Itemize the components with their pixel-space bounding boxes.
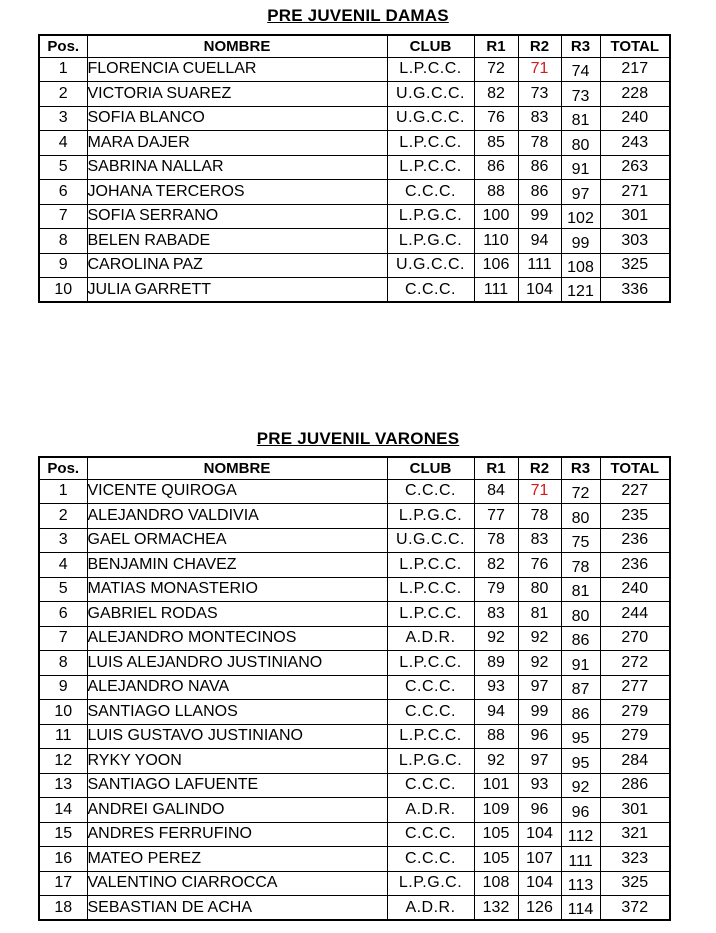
row-r1: 93 [474,675,518,700]
table-header-row [39,35,670,57]
row-r3 [561,798,600,823]
row-r1: 88 [474,180,518,205]
row-r1: 79 [474,577,518,602]
row-nombre: SABRINA NALLAR [87,155,387,180]
table-row [39,504,670,529]
row-club: U.G.C.C. [387,253,474,278]
row-nombre: LUIS GUSTAVO JUSTINIANO [87,724,387,749]
row-total: 277 [600,675,670,700]
row-nombre: ANDRES FERRUFINO [87,822,387,847]
header-nombre: NOMBRE [87,35,387,57]
row-r3 [561,822,600,847]
row-pos: 3 [39,106,87,131]
row-r2: 97 [518,675,561,700]
table-row [39,106,670,131]
row-total: 240 [600,106,670,131]
row-r3 [561,847,600,872]
row-r2: 99 [518,204,561,229]
row-club: L.P.G.C. [387,749,474,774]
row-r1: 72 [474,57,518,82]
table-row [39,180,670,205]
row-r1: 77 [474,504,518,529]
row-total: 279 [600,700,670,725]
row-pos: 14 [39,798,87,823]
table-row [39,57,670,82]
row-pos: 7 [39,626,87,651]
r3-value: 86 [571,705,590,723]
row-r1: 82 [474,553,518,578]
table-row [39,822,670,847]
row-nombre: SANTIAGO LAFUENTE [87,773,387,798]
row-r1: 106 [474,253,518,278]
header-r2: R2 [518,35,561,57]
row-pos: 1 [39,57,87,82]
header-r1: R1 [474,457,518,479]
header-r2: R2 [518,457,561,479]
r3-value: 121 [567,283,594,300]
r3-value: 80 [571,509,590,527]
r3-value: 91 [571,656,590,674]
table-row [39,553,670,578]
row-r2: 104 [518,278,561,303]
row-r3 [561,577,600,602]
row-club: L.P.G.C. [387,504,474,529]
table-row [39,479,670,504]
row-nombre: GABRIEL RODAS [87,602,387,627]
row-r3 [561,749,600,774]
r3-value: 95 [571,730,590,747]
r3-value: 86 [571,632,590,649]
r3-value: 81 [571,112,590,129]
r3-value: 87 [571,681,590,698]
table-row [39,675,670,700]
row-nombre: VICTORIA SUAREZ [87,82,387,107]
row-r2: 81 [518,602,561,627]
row-pos: 12 [39,749,87,774]
row-total: 325 [600,871,670,896]
table-row [39,724,670,749]
row-total: 286 [600,773,670,798]
row-r2: 86 [518,180,561,205]
row-nombre: SEBASTIAN DE ACHA [87,896,387,921]
row-club: C.C.C. [387,180,474,205]
row-club: C.C.C. [387,479,474,504]
row-total: 336 [600,278,670,303]
header-r1: R1 [474,35,518,57]
table-row [39,528,670,553]
row-pos: 13 [39,773,87,798]
row-r3 [561,479,600,504]
row-total: 325 [600,253,670,278]
row-nombre: BENJAMIN CHAVEZ [87,553,387,578]
row-r1: 94 [474,700,518,725]
r3-value: 95 [571,754,590,772]
r3-value: 112 [567,828,594,845]
row-r3 [561,253,600,278]
r3-value: 114 [567,901,594,918]
row-r3 [561,871,600,896]
row-r2: 78 [518,131,561,156]
row-pos: 5 [39,577,87,602]
row-total: 301 [600,798,670,823]
row-r3 [561,82,600,107]
row-nombre: MARA DAJER [87,131,387,156]
row-r2: 96 [518,724,561,749]
row-r2: 76 [518,553,561,578]
table-row [39,847,670,872]
row-club: C.C.C. [387,278,474,303]
row-nombre: JULIA GARRETT [87,278,387,303]
r3-value: 97 [571,185,590,203]
row-total: 303 [600,229,670,254]
row-pos: 7 [39,204,87,229]
r3-value: 92 [571,779,590,796]
r3-value: 96 [571,803,590,821]
row-nombre: BELEN RABADE [87,229,387,254]
table-row [39,278,670,303]
r3-value: 80 [571,607,590,625]
r3-value: 111 [568,852,593,870]
row-total: 284 [600,749,670,774]
row-r1: 105 [474,822,518,847]
row-r3 [561,204,600,229]
row-nombre: MATEO PEREZ [87,847,387,872]
row-nombre: SOFIA BLANCO [87,106,387,131]
row-club: L.P.G.C. [387,229,474,254]
row-r1: 109 [474,798,518,823]
row-total: 217 [600,57,670,82]
row-club: L.P.C.C. [387,155,474,180]
row-r1: 92 [474,749,518,774]
row-r1: 100 [474,204,518,229]
row-r3 [561,131,600,156]
table-row [39,798,670,823]
r3-value: 91 [571,161,590,178]
row-r1: 105 [474,847,518,872]
row-total: 270 [600,626,670,651]
row-nombre: VICENTE QUIROGA [87,479,387,504]
row-r1: 101 [474,773,518,798]
row-pos: 6 [39,180,87,205]
row-pos: 5 [39,155,87,180]
row-pos: 10 [39,278,87,303]
row-pos: 9 [39,253,87,278]
row-pos: 15 [39,822,87,847]
row-nombre: LUIS ALEJANDRO JUSTINIANO [87,651,387,676]
r3-value: 72 [571,485,590,502]
row-r1: 76 [474,106,518,131]
row-nombre: SOFIA SERRANO [87,204,387,229]
row-r2: 126 [518,896,561,921]
table-row [39,155,670,180]
row-pos: 16 [39,847,87,872]
row-total: 301 [600,204,670,229]
row-pos: 4 [39,131,87,156]
row-r2: 93 [518,773,561,798]
row-nombre: CAROLINA PAZ [87,253,387,278]
row-r1: 85 [474,131,518,156]
row-r2: 107 [518,847,561,872]
header-pos: Pos. [39,457,87,479]
table-row [39,253,670,278]
row-pos: 8 [39,651,87,676]
row-club: C.C.C. [387,700,474,725]
row-r3 [561,896,600,921]
row-r2: 78 [518,504,561,529]
varones-title: PRE JUVENIL VARONES [256,429,460,448]
row-club: L.P.C.C. [387,602,474,627]
row-total: 279 [600,724,670,749]
damas-title: PRE JUVENIL DAMAS [267,6,449,25]
row-r3 [561,504,600,529]
row-nombre: FLORENCIA CUELLAR [87,57,387,82]
row-r3 [561,626,600,651]
r3-value: 108 [567,259,594,276]
row-r2: 104 [518,871,561,896]
row-total: 236 [600,528,670,553]
row-pos: 1 [39,479,87,504]
row-club: A.D.R. [387,798,474,823]
row-r1: 92 [474,626,518,651]
row-r3 [561,724,600,749]
row-nombre: ALEJANDRO NAVA [87,675,387,700]
row-total: 272 [600,651,670,676]
row-club: C.C.C. [387,773,474,798]
row-pos: 4 [39,553,87,578]
table-row [39,229,670,254]
row-r3 [561,602,600,627]
table-row [39,602,670,627]
row-r2: 97 [518,749,561,774]
row-total: 243 [600,131,670,156]
row-total: 236 [600,553,670,578]
row-total: 263 [600,155,670,180]
table-row [39,626,670,651]
row-nombre: GAEL ORMACHEA [87,528,387,553]
row-r3 [561,528,600,553]
row-pos: 2 [39,504,87,529]
row-r3 [561,553,600,578]
table-header-row [39,457,670,479]
row-total: 323 [600,847,670,872]
row-r1: 86 [474,155,518,180]
table-row [39,204,670,229]
row-r3 [561,57,600,82]
table-row [39,749,670,774]
header-club: CLUB [387,35,474,57]
row-club: L.P.G.C. [387,871,474,896]
r3-value: 81 [571,583,590,600]
damas-results-table [38,34,671,303]
table-row [39,131,670,156]
header-r3: R3 [561,457,600,479]
row-nombre: ANDREI GALINDO [87,798,387,823]
row-r1: 88 [474,724,518,749]
row-total: 321 [600,822,670,847]
row-club: C.C.C. [387,847,474,872]
row-pos: 10 [39,700,87,725]
row-pos: 9 [39,675,87,700]
row-pos: 17 [39,871,87,896]
table-row [39,577,670,602]
row-club: L.P.C.C. [387,651,474,676]
row-club: A.D.R. [387,896,474,921]
r3-value: 75 [571,534,590,551]
header-nombre: NOMBRE [87,457,387,479]
table-row [39,82,670,107]
row-club: L.P.C.C. [387,131,474,156]
row-nombre: MATIAS MONASTERIO [87,577,387,602]
row-pos: 6 [39,602,87,627]
row-r3 [561,155,600,180]
table-row [39,896,670,921]
row-r2: 111 [518,253,561,278]
row-total: 372 [600,896,670,921]
row-r2: 83 [518,528,561,553]
row-pos: 2 [39,82,87,107]
row-r3 [561,229,600,254]
row-nombre: ALEJANDRO MONTECINOS [87,626,387,651]
row-r1: 132 [474,896,518,921]
r3-value: 102 [567,210,594,227]
row-total: 235 [600,504,670,529]
row-club: U.G.C.C. [387,106,474,131]
row-club: C.C.C. [387,675,474,700]
row-r2: 73 [518,82,561,107]
row-r1: 110 [474,229,518,254]
row-nombre: ALEJANDRO VALDIVIA [87,504,387,529]
r3-value: 73 [571,87,590,105]
row-r1: 84 [474,479,518,504]
row-r1: 78 [474,528,518,553]
row-club: U.G.C.C. [387,528,474,553]
row-r2: 86 [518,155,561,180]
row-r2: 99 [518,700,561,725]
row-pos: 18 [39,896,87,921]
header-total: TOTAL [600,457,670,479]
row-nombre: VALENTINO CIARROCCA [87,871,387,896]
row-r3 [561,278,600,303]
row-r1: 82 [474,82,518,107]
row-r3 [561,773,600,798]
r3-value: 99 [571,234,590,252]
row-r2: 71 [518,57,561,82]
table-row [39,700,670,725]
r3-value: 113 [567,877,594,894]
varones-results-table [38,456,671,921]
row-pos: 3 [39,528,87,553]
row-r2: 83 [518,106,561,131]
header-club: CLUB [387,457,474,479]
row-r1: 89 [474,651,518,676]
row-club: L.P.C.C. [387,724,474,749]
row-r3 [561,180,600,205]
table-row [39,871,670,896]
row-r2: 96 [518,798,561,823]
row-r2: 94 [518,229,561,254]
row-r3 [561,675,600,700]
row-club: L.P.G.C. [387,204,474,229]
row-nombre: SANTIAGO LLANOS [87,700,387,725]
row-r3 [561,106,600,131]
row-club: L.P.C.C. [387,553,474,578]
row-nombre: RYKY YOON [87,749,387,774]
row-club: U.G.C.C. [387,82,474,107]
row-r2: 92 [518,626,561,651]
row-r2: 92 [518,651,561,676]
row-pos: 11 [39,724,87,749]
row-club: L.P.C.C. [387,577,474,602]
row-total: 227 [600,479,670,504]
row-r3 [561,700,600,725]
header-r3: R3 [561,35,600,57]
table-row [39,773,670,798]
row-r1: 83 [474,602,518,627]
r3-value: 80 [571,136,590,154]
row-club: L.P.C.C. [387,57,474,82]
row-r2: 104 [518,822,561,847]
row-nombre: JOHANA TERCEROS [87,180,387,205]
row-r3 [561,651,600,676]
row-club: C.C.C. [387,822,474,847]
row-total: 271 [600,180,670,205]
row-r1: 111 [474,278,518,303]
row-r1: 108 [474,871,518,896]
table-row [39,651,670,676]
r3-value: 74 [571,63,590,80]
row-total: 244 [600,602,670,627]
row-total: 240 [600,577,670,602]
row-r2: 71 [518,479,561,504]
row-club: A.D.R. [387,626,474,651]
header-total: TOTAL [600,35,670,57]
row-pos: 8 [39,229,87,254]
header-pos: Pos. [39,35,87,57]
row-r2: 80 [518,577,561,602]
r3-value: 78 [571,558,590,576]
row-total: 228 [600,82,670,107]
